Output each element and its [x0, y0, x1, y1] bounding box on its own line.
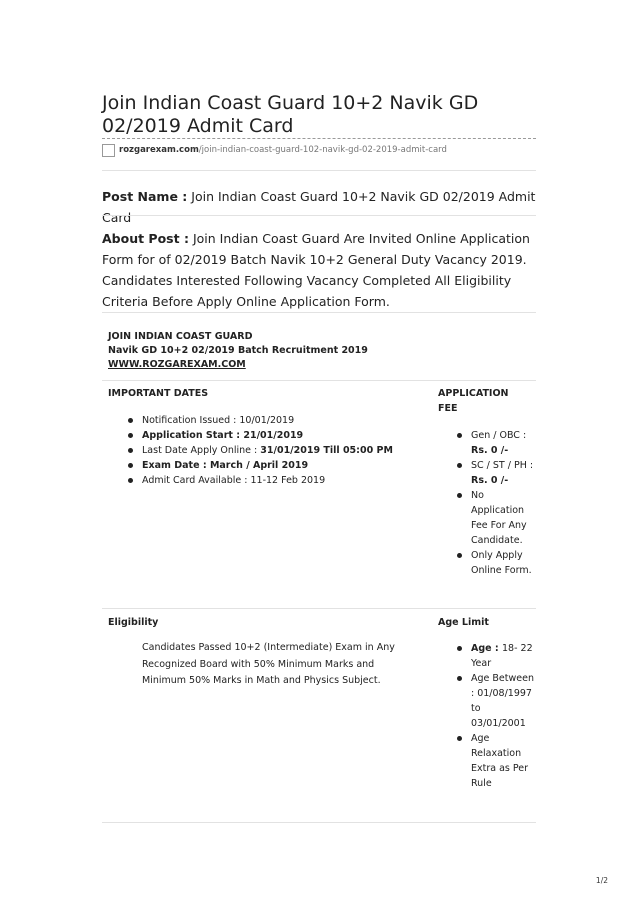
important-dates-title: IMPORTANT DATES	[108, 388, 209, 399]
list-item: Last Date Apply Online : 31/01/2019 Till 05:00 PM	[128, 443, 408, 458]
list-item: Only Apply Online Form.	[457, 548, 535, 578]
header-link[interactable]: WWW.ROZGAREXAM.COM	[108, 359, 246, 370]
header-line-2: Navik GD 10+2 02/2019 Batch Recruitment 2019	[108, 345, 368, 356]
age-limit-title: Age Limit	[438, 617, 489, 628]
important-dates-list	[128, 413, 408, 488]
list-item: Application Start : 21/01/2019	[128, 428, 408, 443]
divider	[102, 215, 536, 216]
source-link[interactable]	[102, 142, 447, 158]
post-name-value: Join Indian Coast Guard 10+2 Navik GD 02/2019 Admit Card	[102, 189, 536, 225]
page-number: 1/2	[595, 876, 608, 885]
list-item: Gen / OBC : Rs. 0 /-	[457, 428, 535, 458]
about-post	[102, 228, 536, 312]
recruitment-header	[108, 330, 408, 372]
list-item: Admit Card Available : 11-12 Feb 2019	[128, 473, 408, 488]
favicon-icon	[102, 144, 115, 157]
application-fee-title: APPLICATION FEE	[438, 388, 509, 414]
list-item: Age Relaxation Extra as Per Rule	[457, 731, 535, 791]
list-item: No Application Fee For Any Candidate.	[457, 488, 535, 548]
divider	[102, 170, 536, 171]
divider	[102, 312, 536, 313]
age-limit-list	[457, 641, 535, 791]
divider	[102, 822, 536, 823]
application-fee-list	[457, 428, 535, 578]
header-line-1: JOIN INDIAN COAST GUARD	[108, 331, 253, 342]
divider	[102, 608, 536, 609]
title-divider	[102, 138, 536, 139]
divider	[102, 380, 536, 381]
list-item: Age Between : 01/08/1997 to 03/01/2001	[457, 671, 535, 731]
source-domain: rozgarexam.com	[119, 145, 199, 155]
about-post-label: About Post :	[102, 231, 189, 246]
about-post-value: Join Indian Coast Guard Are Invited Online Application Form for of 02/2019 Batch Navik 10+2 General Duty Vacancy 2019. Candidates Interested Following Vacancy Completed All Eligibility Criteria Before Apply Online Application Form.	[102, 231, 530, 309]
page-title: Join Indian Coast Guard 10+2 Navik GD 02/2019 Admit Card	[102, 92, 479, 137]
post-name-label: Post Name :	[102, 189, 188, 204]
eligibility-title: Eligibility	[108, 617, 159, 628]
source-path: /join-indian-coast-guard-102-navik-gd-02-2019-admit-card	[198, 145, 447, 155]
list-item: Notification Issued : 10/01/2019	[128, 413, 408, 428]
list-item: Age : 18- 22 Year	[457, 641, 535, 671]
post-name	[102, 186, 536, 228]
list-item: SC / ST / PH : Rs. 0 /-	[457, 458, 535, 488]
eligibility-text: Candidates Passed 10+2 (Intermediate) Exam in Any Recognized Board with 50% Minimum Marks and Minimum 50% Marks in Math and Physics Subject.	[142, 642, 395, 686]
list-item: Exam Date : March / April 2019	[128, 458, 408, 473]
